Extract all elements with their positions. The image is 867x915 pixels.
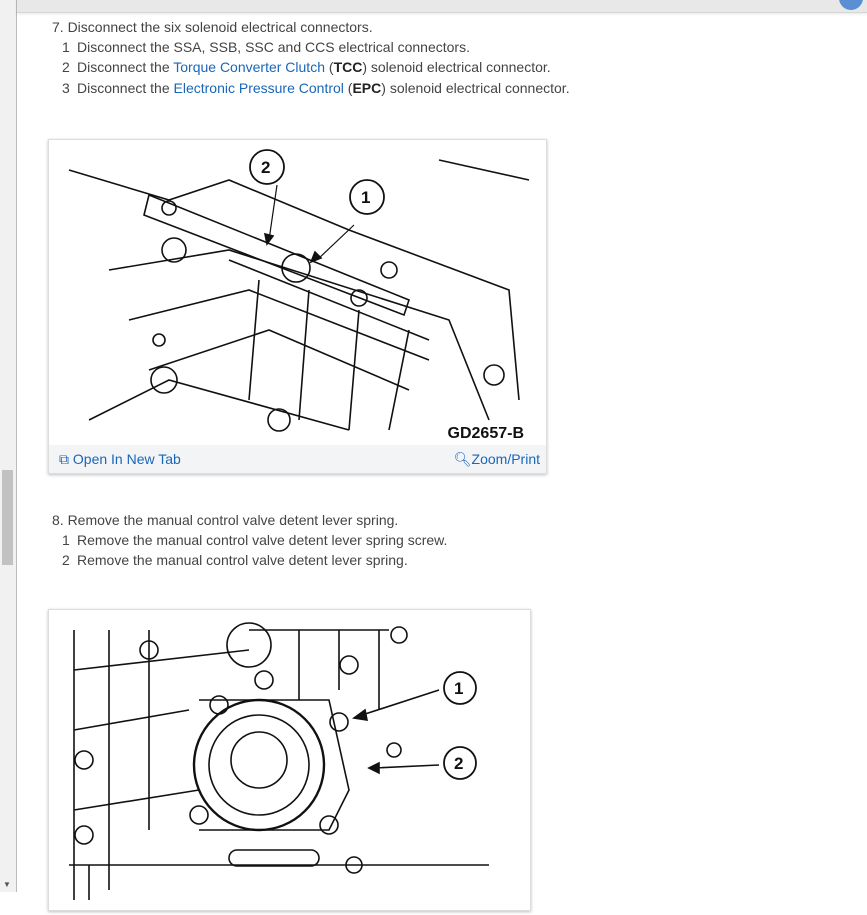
zoom-print-link[interactable]: 🔍︎Zoom/Print (453, 451, 540, 467)
header-bar (17, 0, 867, 13)
tcc-link[interactable]: Torque Converter Clutch (173, 59, 325, 75)
solenoid-illustration (49, 140, 546, 445)
procedure-content (17, 13, 867, 892)
callout-1: 1 (361, 188, 371, 207)
figure-detent-spring (48, 609, 531, 911)
figure-toolbar (49, 445, 546, 473)
epc-link[interactable]: Electronic Pressure Control (173, 80, 344, 96)
scrollbar-thumb[interactable] (2, 470, 13, 565)
step-7-item: 2 Disconnect the Torque Converter Clutch (TCC) solenoid electrical connector. (62, 59, 551, 75)
open-new-tab-icon: ⧉ (59, 451, 69, 467)
step-7-item: 1 Disconnect the SSA, SSB, SSC and CCS electrical connectors. (62, 39, 470, 55)
open-in-new-tab-link[interactable]: ⧉ Open In New Tab (59, 451, 181, 467)
detent-spring-illustration (49, 610, 530, 910)
step-8-item: 1 Remove the manual control valve detent lever spring screw. (62, 532, 448, 548)
scroll-down-arrow-icon[interactable]: ▼ (3, 880, 11, 889)
step-8-item: 2 Remove the manual control valve detent lever spring. (62, 552, 408, 568)
figure-code: GD2657-B (447, 425, 524, 442)
step-8-title: 8. Remove the manual control valve detent lever spring. (52, 512, 399, 528)
callout-2: 2 (454, 754, 464, 773)
callout-1: 1 (454, 679, 464, 698)
figure-solenoid-connectors (48, 139, 547, 474)
callout-2: 2 (261, 158, 271, 177)
step-7-item: 3 Disconnect the Electronic Pressure Control (EPC) solenoid electrical connector. (62, 80, 570, 96)
step-7-title: 7. Disconnect the six solenoid electrical connectors. (52, 19, 373, 35)
zoom-in-icon: 🔍︎ (453, 451, 472, 467)
scrollbar[interactable] (0, 0, 17, 892)
avatar[interactable] (839, 0, 863, 10)
